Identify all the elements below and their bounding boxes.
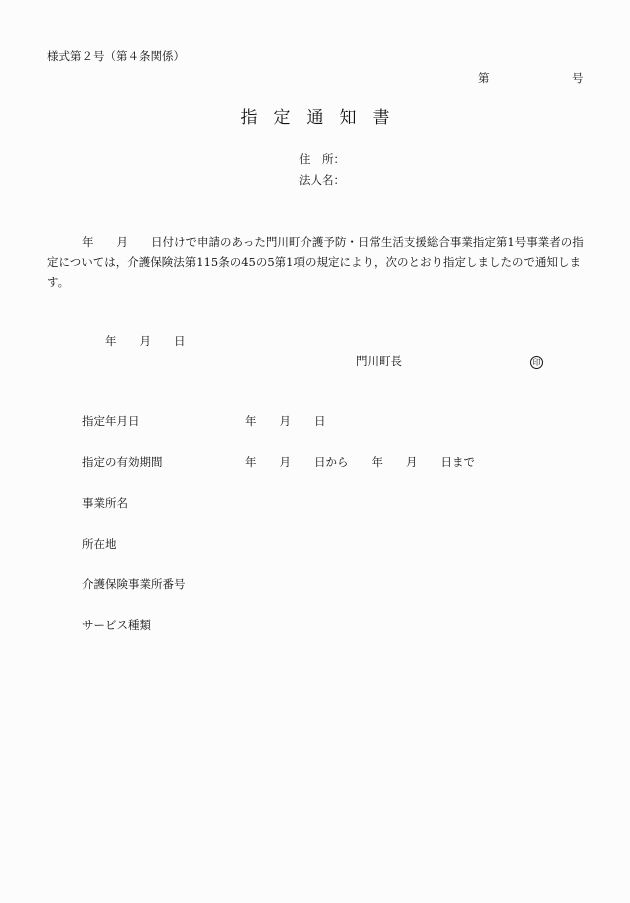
- seal-mark: [530, 355, 543, 369]
- value-month: 月: [279, 414, 291, 428]
- value-end-day: 日まで: [440, 455, 475, 469]
- number-prefix: 第: [478, 71, 490, 85]
- signature-day: 日: [174, 334, 186, 348]
- detail-label-location: 所在地: [82, 537, 117, 551]
- value-start-year: 年: [245, 455, 257, 469]
- document-title: 指定通知書: [240, 108, 406, 128]
- value-end-year: 年: [371, 455, 383, 469]
- issuer-name: 門川町長: [356, 354, 402, 368]
- body-month: 月: [116, 235, 128, 249]
- value-start-month: 月: [279, 455, 291, 469]
- number-suffix: 号: [572, 71, 584, 85]
- address-label: 住 所：: [299, 152, 345, 166]
- detail-value-designation-date: [245, 415, 326, 429]
- body-text: 日付けで申請のあった門川町介護予防・日常生活支援総合事業指定第1号事業者の指定については，介護保険法第115条の45の5第1項の規定により，次のとおり指定しましたので通知します。: [47, 235, 584, 289]
- value-day: 日: [314, 414, 326, 428]
- notification-body: [47, 232, 587, 292]
- body-year: 年: [82, 235, 94, 249]
- form-label: 様式第２号（第４条関係）: [47, 49, 185, 63]
- detail-label-service-type: サービス種類: [82, 618, 151, 632]
- corporation-label: 法人名：: [299, 173, 345, 187]
- detail-label-validity-period: 指定の有効期間: [82, 455, 163, 469]
- value-year: 年: [245, 414, 257, 428]
- value-end-month: 月: [406, 455, 418, 469]
- detail-value-validity-period: [245, 456, 475, 470]
- signature-year: 年: [105, 334, 117, 348]
- seal-icon: 印: [530, 356, 543, 369]
- signature-date: [105, 335, 186, 349]
- detail-label-office-name: 事業所名: [82, 496, 128, 510]
- signature-month: 月: [139, 334, 151, 348]
- detail-label-office-number: 介護保険事業所番号: [82, 577, 186, 591]
- detail-label-designation-date: 指定年月日: [82, 414, 140, 428]
- value-start-day: 日から: [314, 455, 349, 469]
